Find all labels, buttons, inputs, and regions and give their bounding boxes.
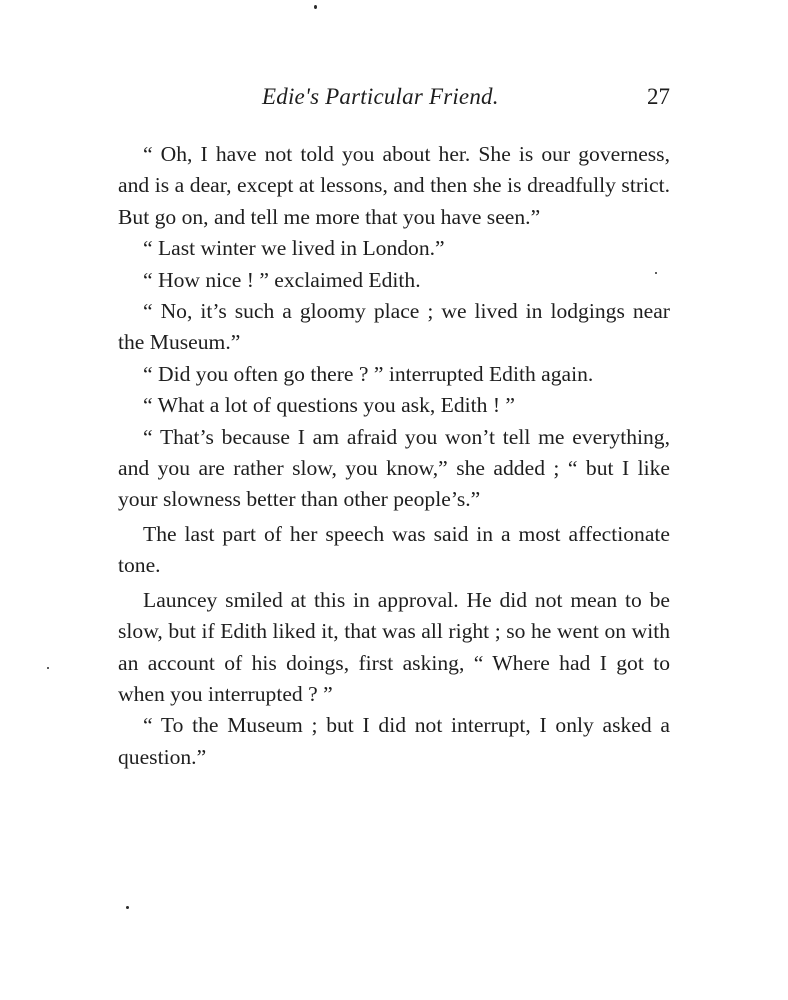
paragraph: “ No, it’s such a gloomy place ; we lived in lodgings near the Museum.”: [118, 299, 670, 355]
paragraph: Launcey smiled at this in approval. He did not mean to be slow, but if Edith liked it, that was all right ; so he went on with an account of his doings, first asking, “ Where had I got to when you interrupted ? ”: [118, 587, 670, 706]
paragraph: “ Did you often go there ? ” interrupted Edith again.: [143, 361, 594, 386]
scan-speck: [126, 906, 129, 909]
body-text: [118, 139, 670, 773]
paragraph: “ To the Museum ; but I did not interrupt, I only asked a question.”: [118, 713, 670, 769]
scan-speck: [47, 667, 49, 669]
scan-speck: [655, 272, 657, 274]
paragraph: “ What a lot of questions you ask, Edith ! ”: [143, 393, 516, 418]
paragraph: “ Last winter we lived in London.”: [143, 236, 445, 261]
scan-speck: [314, 5, 317, 9]
paragraph: “ How nice ! ” exclaimed Edith.: [143, 267, 421, 292]
page-number: 27: [647, 84, 670, 109]
paragraph: “ Oh, I have not told you about her. She is our governess, and is a dear, except at lessons, and then she is dreadfully strict. But go on, and tell me more that you have seen.”: [118, 142, 670, 229]
paragraph: “ That’s because I am afraid you won’t tell me everything, and you are rather slow, you know,” she added ; “ but I like your slowness better than other people’s.”: [118, 424, 670, 512]
running-head: [118, 84, 670, 116]
paragraph: The last part of her speech was said in a most affectionate tone.: [118, 521, 670, 578]
running-title: Edie's Particular Friend.: [262, 84, 499, 109]
